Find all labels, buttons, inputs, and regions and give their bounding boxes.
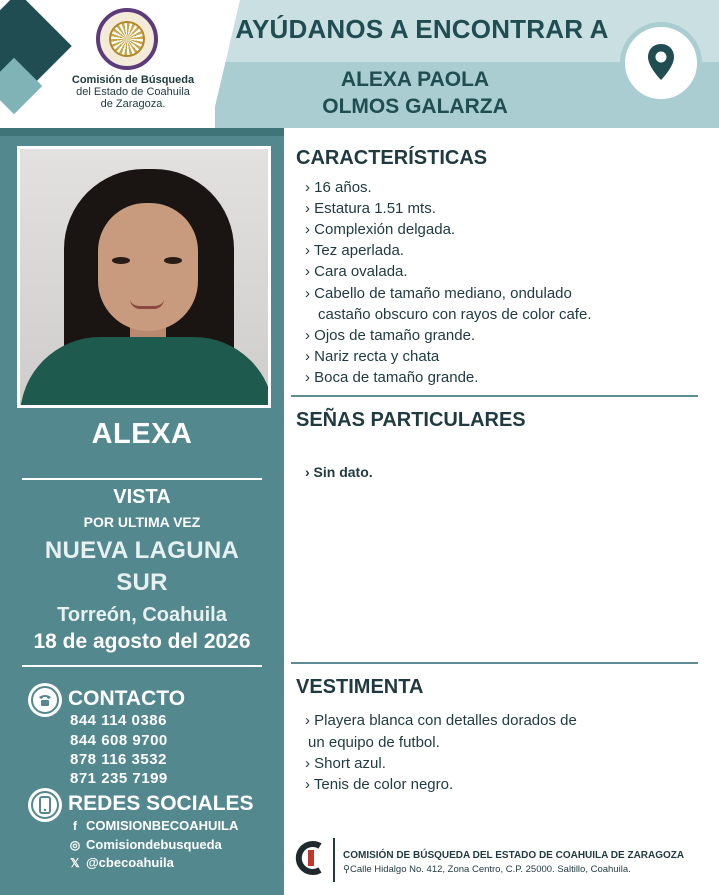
contact-phone[interactable]: 844 114 0386	[70, 712, 167, 729]
facebook-icon: f	[73, 819, 77, 833]
missing-person-full-name	[250, 66, 580, 120]
footer-organization: COMISIÓN DE BÚSQUEDA DEL ESTADO DE COAHUILA DE ZARAGOZA	[343, 850, 685, 861]
social-x[interactable]	[68, 855, 174, 870]
contact-phone[interactable]: 871 235 7199	[70, 770, 168, 787]
org-line-3: de Zaragoza.	[100, 98, 166, 110]
location-badge	[620, 22, 702, 104]
commission-seal-logo	[96, 8, 158, 70]
map-pin-icon: ⚲	[343, 864, 350, 875]
social-instagram[interactable]	[68, 837, 222, 852]
marks-heading: SEÑAS PARTICULARES	[296, 409, 526, 431]
last-seen-place	[0, 535, 284, 599]
footer-address-text: Calle Hidalgo No. 412, Zona Centro, C.P. 25000. Saltillo, Coahuila.	[349, 864, 631, 875]
divider	[22, 478, 262, 480]
header	[0, 0, 719, 128]
characteristic-item: › Ojos de tamaño grande.	[305, 327, 476, 344]
characteristic-item: › Boca de tamaño grande.	[305, 369, 479, 386]
phone-icon	[28, 683, 62, 717]
characteristic-item: › Nariz recta y chata	[305, 348, 440, 365]
contact-phone[interactable]: 878 116 3532	[70, 751, 167, 768]
characteristic-item: › Complexión delgada.	[305, 221, 456, 238]
instagram-handle: Comisiondebusqueda	[86, 837, 222, 852]
clothing-heading: VESTIMENTA	[296, 676, 424, 698]
characteristic-item: › Cara ovalada.	[305, 263, 408, 280]
x-icon: 𝕏	[70, 856, 80, 870]
section-divider	[291, 662, 698, 664]
characteristic-item: › Tez aperlada.	[305, 242, 404, 259]
characteristic-item: › Estatura 1.51 mts.	[305, 200, 436, 217]
contact-phone[interactable]: 844 608 9700	[70, 732, 168, 749]
clothing-item: › Tenis de color negro.	[305, 776, 454, 793]
name-line-2: OLMOS GALARZA	[322, 95, 508, 118]
social-facebook[interactable]	[68, 818, 238, 833]
last-seen-date: 18 de agosto del 2026	[33, 630, 251, 653]
page-title: AYÚDANOS A ENCONTRAR A	[235, 14, 609, 44]
place-line-1: NUEVA LAGUNA	[44, 537, 240, 564]
characteristic-item: › 16 años.	[305, 179, 372, 196]
marks-value: › Sin dato.	[305, 464, 373, 480]
organization-name	[58, 74, 208, 110]
section-divider	[291, 395, 698, 397]
smartphone-icon	[28, 788, 62, 822]
last-seen-sublabel: POR ULTIMA VEZ	[83, 514, 201, 530]
clothing-item: › Playera blanca con detalles dorados de	[305, 712, 577, 729]
first-name: ALEXA	[91, 418, 193, 450]
social-heading: REDES SOCIALES	[68, 792, 254, 815]
x-handle: @cbecoahuila	[86, 855, 174, 870]
missing-person-photo	[17, 146, 271, 408]
clothing-item: un equipo de futbol.	[308, 734, 440, 751]
name-line-1: ALEXA PAOLA	[340, 68, 490, 91]
characteristics-heading: CARACTERÍSTICAS	[296, 147, 488, 169]
instagram-icon: ◎	[69, 838, 81, 852]
commission-c-logo	[294, 840, 324, 876]
footer-address	[343, 864, 631, 875]
org-line-2: del Estado de Coahuila	[76, 86, 190, 98]
place-line-2: SUR	[116, 569, 168, 596]
facebook-handle: COMISIONBECOAHUILA	[86, 818, 239, 833]
clothing-item: › Short azul.	[305, 755, 386, 772]
characteristic-item: castaño obscuro con rayos de color cafe.	[318, 306, 592, 323]
last-seen-city: Torreón, Coahuila	[57, 604, 227, 626]
location-pin-icon	[647, 43, 675, 81]
panel-top-strip	[0, 128, 284, 136]
divider	[22, 665, 262, 667]
last-seen-label: VISTA	[113, 486, 171, 508]
characteristic-item: › Cabello de tamaño mediano, ondulado	[305, 285, 572, 302]
contact-heading: CONTACTO	[68, 687, 186, 710]
footer-separator	[333, 838, 335, 882]
org-line-1: Comisión de Búsqueda	[71, 74, 195, 86]
